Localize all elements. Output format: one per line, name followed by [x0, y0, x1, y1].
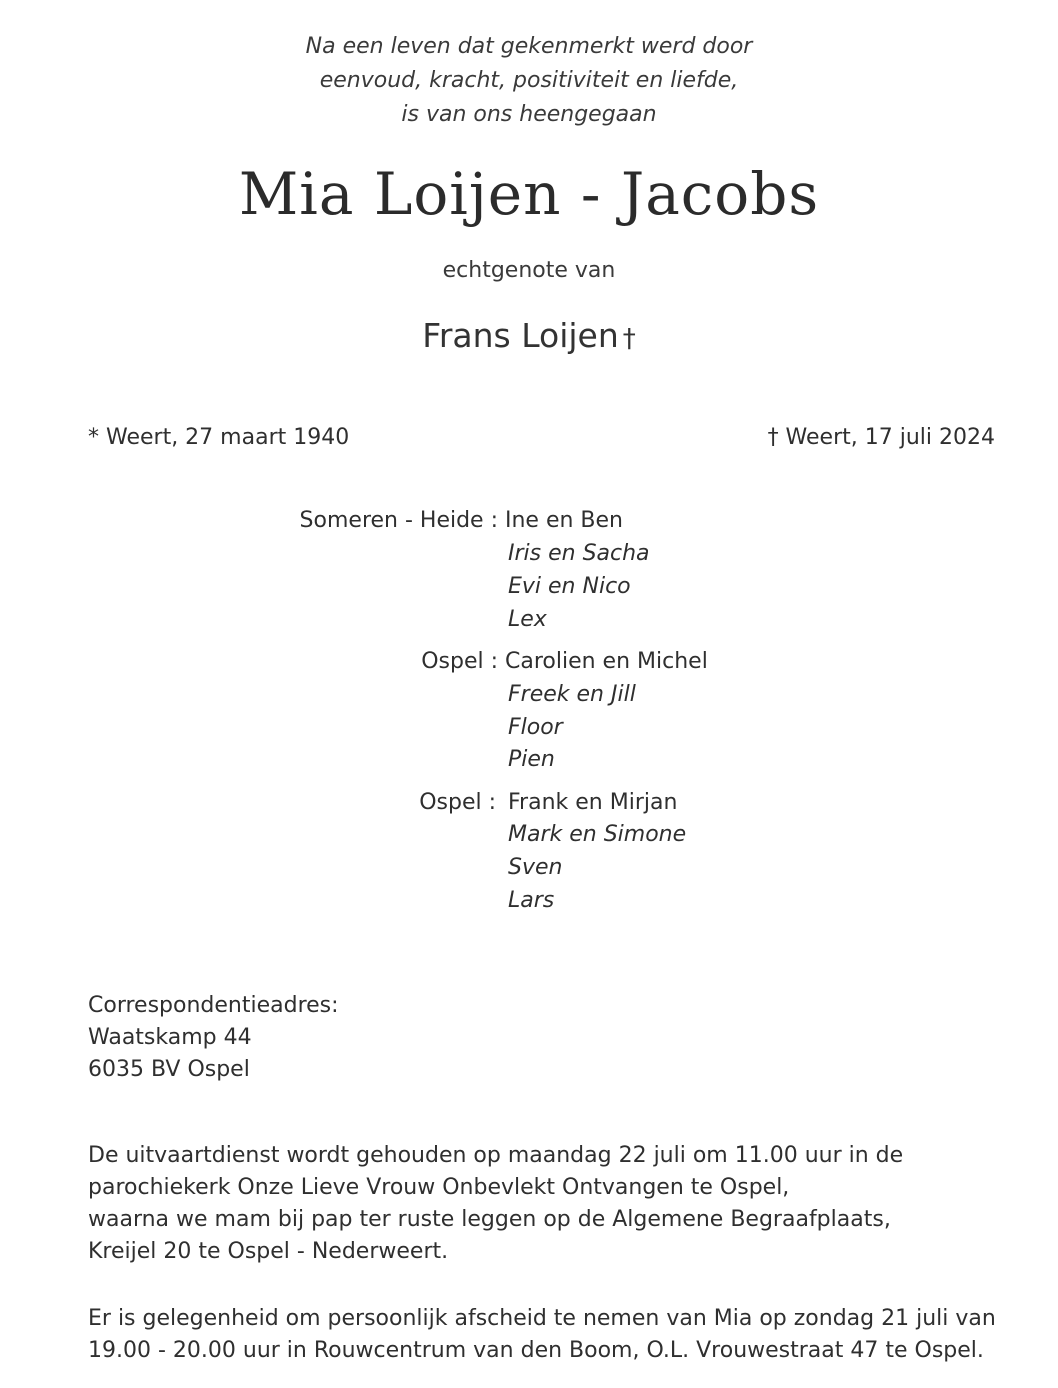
cross-icon: † — [622, 324, 636, 354]
correspondence-address — [88, 990, 339, 1086]
funeral-line: Kreijel 20 te Ospel - Nederweert. — [88, 1239, 449, 1264]
family-place: Ospel : — [421, 649, 498, 674]
deceased-name: Mia Loijen - Jacobs — [238, 160, 820, 228]
family-parents: Carolien en Michel — [505, 649, 708, 674]
farewell-line: Er is gelegenheid om persoonlijk afscheid te nemen van Mia op zondag 21 juli van — [88, 1306, 996, 1331]
death-date: † Weert, 17 juli 2024 — [767, 425, 995, 450]
address-street: Waatskamp 44 — [88, 1025, 252, 1050]
grandchild: Freek en Jill — [508, 682, 636, 707]
funeral-info — [88, 1140, 903, 1268]
spouse-name: Frans Loijen — [422, 316, 619, 355]
farewell-line: 19.00 - 20.00 uur in Rouwcentrum van den Boom, O.L. Vrouwestraat 47 te Ospel. — [88, 1338, 984, 1363]
funeral-line: De uitvaartdienst wordt gehouden op maandag 22 juli om 11.00 uur in de — [88, 1143, 904, 1168]
farewell-info — [88, 1303, 996, 1367]
birth-date: * Weert, 27 maart 1940 — [88, 425, 350, 450]
grandchild: Lars — [508, 888, 555, 913]
funeral-line: parochiekerk Onze Lieve Vrouw Onbevlekt Ontvangen te Ospel, — [88, 1175, 790, 1200]
grandchild: Lex — [508, 607, 547, 632]
address-label: Correspondentieadres: — [88, 993, 339, 1018]
funeral-line: waarna we mam bij pap ter ruste leggen op de Algemene Begraafplaats, — [88, 1207, 891, 1232]
intro-text — [0, 30, 1058, 132]
intro-line: eenvoud, kracht, positiviteit en liefde, — [319, 68, 739, 93]
family-parents: Frank en Mirjan — [508, 790, 678, 815]
spouse-name-block — [0, 316, 1058, 355]
spouse-label: echtgenote van — [442, 258, 616, 283]
family-parents: Ine en Ben — [505, 508, 624, 533]
intro-line: is van ons heengegaan — [401, 102, 657, 127]
grandchild: Evi en Nico — [508, 574, 631, 599]
family-place: Ospel : — [419, 790, 496, 815]
grandchild: Sven — [508, 855, 563, 880]
intro-line: Na een leven dat gekenmerkt werd door — [305, 34, 753, 59]
family-place: Someren - Heide : — [299, 508, 498, 533]
grandchild: Pien — [508, 747, 555, 772]
address-city: 6035 BV Ospel — [88, 1057, 250, 1082]
grandchild: Iris en Sacha — [508, 541, 650, 566]
grandchild: Floor — [508, 715, 563, 740]
grandchild: Mark en Simone — [508, 822, 687, 847]
